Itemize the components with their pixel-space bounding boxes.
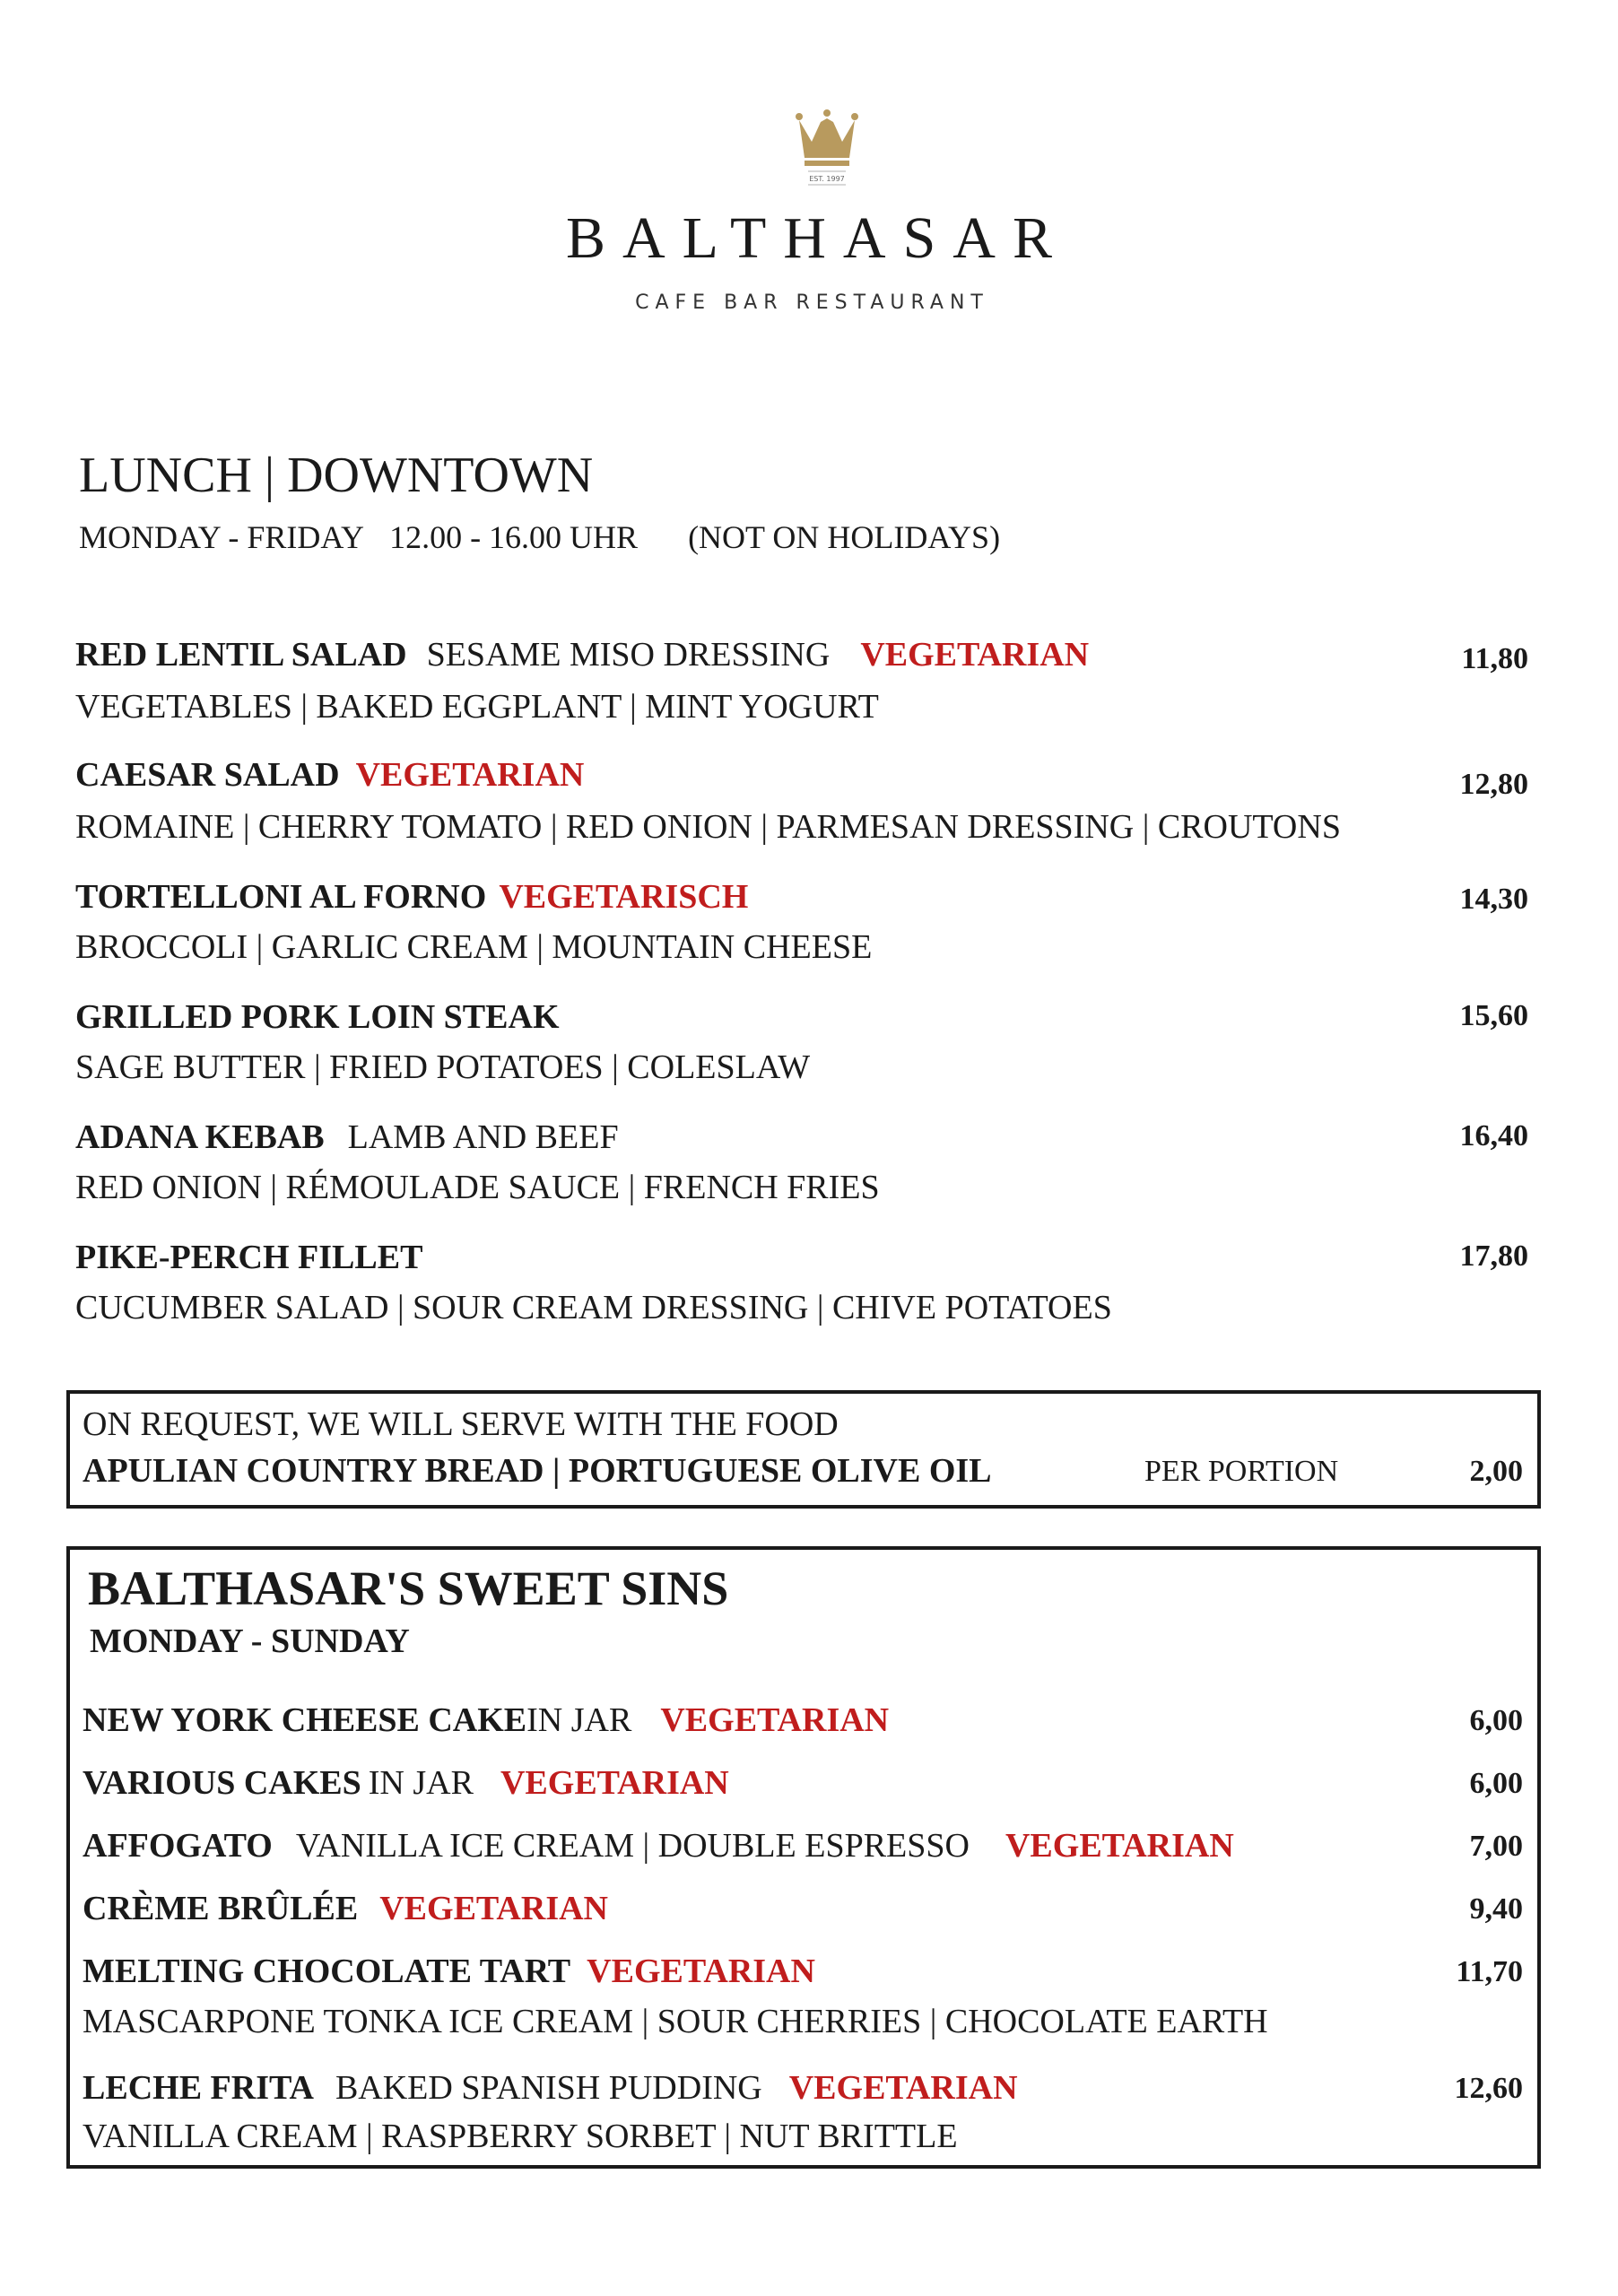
brand-name: BALTHASAR <box>566 205 1069 271</box>
vegetarian-tag: VEGETARIAN <box>860 636 1090 674</box>
dish-sides: MASCARPONE TONKA ICE CREAM | SOUR CHERRIES | CHOCOLATE EARTH <box>83 2003 1268 2040</box>
dish-price: 11,80 <box>1461 642 1528 675</box>
dish-description: SESAME MISO DRESSING <box>426 636 831 674</box>
brand-tagline: CAFE BAR RESTAURANT <box>635 291 989 314</box>
sweets-days: MONDAY - SUNDAY <box>90 1622 410 1660</box>
dish-price: 17,80 <box>1459 1239 1528 1273</box>
dish-description: LAMB AND BEEF <box>347 1118 619 1156</box>
dish-name: CAESAR SALAD <box>75 756 340 794</box>
dish-sides: CUCUMBER SALAD | SOUR CREAM DRESSING | CHIVE POTATOES <box>75 1289 1112 1326</box>
menu-item-title <box>83 1952 815 1991</box>
menu-item-title <box>75 755 584 795</box>
vegetarian-tag: VEGETARIAN <box>587 1952 815 1990</box>
vegetarian-tag: VEGETARIAN <box>788 2069 1018 2107</box>
dish-name: LECHE FRITA <box>83 2069 314 2107</box>
menu-item-title <box>75 1118 619 1157</box>
dish-name: PIKE-PERCH FILLET <box>75 1239 423 1276</box>
dish-name: VARIOUS CAKES <box>83 1764 361 1802</box>
menu-item-title <box>75 635 1089 674</box>
menu-item-title <box>75 1238 422 1277</box>
dish-price: 14,30 <box>1459 883 1528 916</box>
vegetarian-tag: VEGETARIAN <box>1005 1827 1234 1865</box>
dish-name: ADANA KEBAB <box>75 1118 325 1156</box>
dish-name: CRÈME BRÛLÉE <box>83 1890 359 1927</box>
vegetarian-tag: VEGETARIAN <box>500 1764 729 1802</box>
dish-description: VANILLA ICE CREAM | DOUBLE ESPRESSO <box>295 1827 970 1865</box>
lunch-note: (NOT ON HOLIDAYS) <box>688 519 1001 555</box>
menu-item-title <box>83 1826 1234 1866</box>
dish-price: 16,40 <box>1459 1119 1528 1152</box>
crown-icon <box>796 109 858 196</box>
menu-item-title <box>75 877 748 917</box>
dish-name: TORTELLONI AL FORNO <box>75 878 487 916</box>
dish-sides: ROMAINE | CHERRY TOMATO | RED ONION | PARMESAN DRESSING | CROUTONS <box>75 808 1341 846</box>
dish-price: 15,60 <box>1459 999 1528 1032</box>
lunch-days: MONDAY - FRIDAY <box>79 519 365 555</box>
menu-item-title <box>83 1763 729 1803</box>
menu-item-title <box>83 2068 1018 2108</box>
bread-intro: ON REQUEST, WE WILL SERVE WITH THE FOOD <box>83 1405 839 1443</box>
bread-unit: PER PORTION <box>1144 1455 1339 1488</box>
dish-price: 6,00 <box>1469 1704 1523 1737</box>
logo-est-text: EST. 1997 <box>809 175 845 183</box>
dish-name: RED LENTIL SALAD <box>75 636 407 674</box>
dish-sides: BROCCOLI | GARLIC CREAM | MOUNTAIN CHEESE <box>75 928 873 966</box>
bread-name: APULIAN COUNTRY BREAD | PORTUGUESE OLIVE OIL <box>83 1452 992 1490</box>
dish-price: 11,70 <box>1456 1955 1523 1988</box>
dish-price: 7,00 <box>1469 1830 1523 1863</box>
dish-sides: VEGETABLES | BAKED EGGPLANT | MINT YOGURT <box>75 688 879 726</box>
dish-description: IN JAR <box>526 1701 632 1739</box>
vegetarian-tag: VEGETARIAN <box>355 756 585 794</box>
vegetarian-tag: VEGETARISCH <box>499 878 749 916</box>
dish-price: 12,80 <box>1459 768 1528 801</box>
dish-description: BAKED SPANISH PUDDING <box>335 2069 762 2107</box>
dish-name: GRILLED PORK LOIN STEAK <box>75 998 560 1036</box>
vegetarian-tag: VEGETARIAN <box>660 1701 890 1739</box>
dish-name: AFFOGATO <box>83 1827 273 1865</box>
dish-sides: VANILLA CREAM | RASPBERRY SORBET | NUT BRITTLE <box>83 2118 958 2155</box>
bread-price: 2,00 <box>1469 1455 1523 1488</box>
menu-item-title <box>83 1889 608 1928</box>
dish-name: NEW YORK CHEESE CAKE <box>83 1701 527 1739</box>
vegetarian-tag: VEGETARIAN <box>379 1890 608 1927</box>
menu-item-title <box>83 1700 889 1740</box>
lunch-schedule <box>79 518 1000 556</box>
dish-price: 9,40 <box>1469 1892 1523 1926</box>
menu-item-title <box>75 997 560 1037</box>
dish-sides: RED ONION | RÉMOULADE SAUCE | FRENCH FRIES <box>75 1169 880 1206</box>
lunch-title: LUNCH | DOWNTOWN <box>79 448 594 503</box>
dish-price: 12,60 <box>1454 2072 1523 2105</box>
lunch-hours: 12.00 - 16.00 UHR <box>389 519 639 555</box>
sweets-title: BALTHASAR'S SWEET SINS <box>88 1561 729 1615</box>
dish-price: 6,00 <box>1469 1767 1523 1800</box>
dish-sides: SAGE BUTTER | FRIED POTATOES | COLESLAW <box>75 1048 811 1086</box>
dish-description: IN JAR <box>368 1764 474 1802</box>
dish-name: MELTING CHOCOLATE TART <box>83 1952 571 1990</box>
